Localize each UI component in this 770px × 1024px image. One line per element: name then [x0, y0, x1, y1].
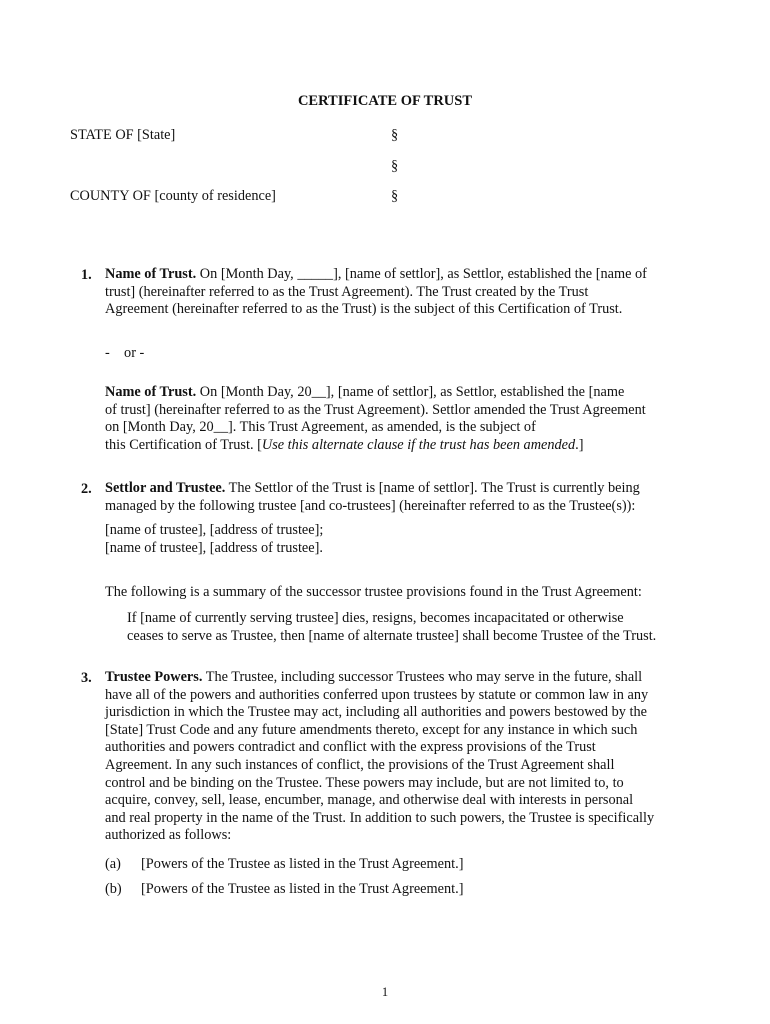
- list-item-letter: (a): [105, 856, 121, 872]
- list-item-letter: (b): [105, 881, 122, 897]
- caption-county: COUNTY OF [county of residence]: [70, 188, 276, 204]
- italic-note: Use this alternate clause if the trust has been amended: [261, 436, 576, 453]
- paragraph-line: have all of the powers and authorities conferred upon trustees by statute or common law in any: [105, 686, 649, 703]
- section-symbol: §: [391, 188, 399, 204]
- successor-summary: [127, 610, 707, 645]
- page-number: 1: [381, 985, 389, 999]
- paragraph-line: The Trustee, including successor Trustees who may serve in the future, shall: [202, 669, 643, 685]
- paragraph-line: Agreement (hereinafter referred to as the Trust) is the subject of this Certification of Trust.: [105, 301, 623, 318]
- paragraph-line: on [Month Day, 20__]. This Trust Agreement, as amended, is the subject of: [105, 419, 536, 436]
- paragraph-line: this Certification of Trust. [: [105, 436, 262, 453]
- document-title: CERTIFICATE OF TRUST: [297, 93, 473, 109]
- section-heading: Settlor and Trustee.: [105, 480, 226, 496]
- paragraph-line: The following is a summary of the successor trustee provisions found in the Trust Agreement:: [105, 584, 642, 600]
- paragraph-line: trust] (hereinafter referred to as the Trust Agreement). The Trust created by the Trust: [105, 283, 589, 300]
- section-2-paragraph: [105, 480, 695, 515]
- list-item-text: [Powers of the Trustee as listed in the Trust Agreement.]: [141, 856, 464, 872]
- paragraph-line: jurisdiction in which the Trustee may act, including all authorities and powers bestowed by the: [105, 704, 647, 721]
- paragraph-line: [State] Trust Code and any future amendments thereto, except for any instance in which such: [105, 721, 638, 738]
- alternate-clause: [105, 384, 695, 454]
- section-symbol: §: [391, 158, 399, 174]
- section-number: 2.: [81, 481, 92, 497]
- paragraph-line: authorities and powers contradict and conflict with the express provisions of the Trust: [105, 739, 596, 756]
- paragraph-line: and real property in the name of the Trust. In addition to such powers, the Trustee is specifically: [105, 809, 655, 826]
- trustee-entry: [name of trustee], [address of trustee];: [105, 522, 324, 538]
- section-1-paragraph: [105, 266, 695, 319]
- section-heading: Name of Trust.: [105, 384, 197, 400]
- paragraph-line: On [Month Day, _____], [name of settlor], as Settlor, established the [name of: [196, 266, 647, 282]
- trustee-entry: [name of trustee], [address of trustee].: [105, 539, 323, 556]
- section-number: 3.: [81, 670, 92, 686]
- trustee-list: [105, 522, 695, 557]
- paragraph-line: authorized as follows:: [105, 827, 232, 844]
- paragraph-line: ceases to serve as Trustee, then [name of alternate trustee] shall become Trustee of the Trust.: [127, 627, 657, 644]
- section-symbol: §: [391, 127, 399, 143]
- or-separator: - or -: [105, 345, 145, 361]
- caption-state: STATE OF [State]: [70, 127, 176, 143]
- paragraph-line: On [Month Day, 20__], [name of settlor], as Settlor, established the [name: [196, 384, 625, 400]
- paragraph-line: If [name of currently serving trustee] dies, resigns, becomes incapacitated or otherwise: [127, 610, 624, 626]
- paragraph-line: acquire, convey, sell, lease, encumber, manage, and otherwise deal with interests in personal: [105, 792, 634, 809]
- section-3-paragraph: [105, 669, 695, 845]
- paragraph-line: The Settlor of the Trust is [name of settlor]. The Trust is currently being: [225, 480, 640, 496]
- section-heading: Name of Trust.: [105, 266, 197, 282]
- paragraph-line: .]: [575, 436, 584, 453]
- paragraph-line: control and be binding on the Trustee. These powers may include, but are not limited to, to: [105, 774, 624, 791]
- paragraph-line: of trust] (hereinafter referred to as the Trust Agreement). Settlor amended the Trust Agreement: [105, 401, 646, 418]
- section-heading: Trustee Powers.: [105, 669, 203, 685]
- list-item-text: [Powers of the Trustee as listed in the Trust Agreement.]: [141, 881, 464, 897]
- summary-intro: [105, 584, 695, 602]
- paragraph-line: Agreement. In any such instances of conflict, the provisions of the Trust Agreement shall: [105, 756, 615, 773]
- section-number: 1.: [81, 267, 92, 283]
- paragraph-line: managed by the following trustee [and co-trustees] (hereinafter referred to as the Trustee(s)):: [105, 497, 636, 514]
